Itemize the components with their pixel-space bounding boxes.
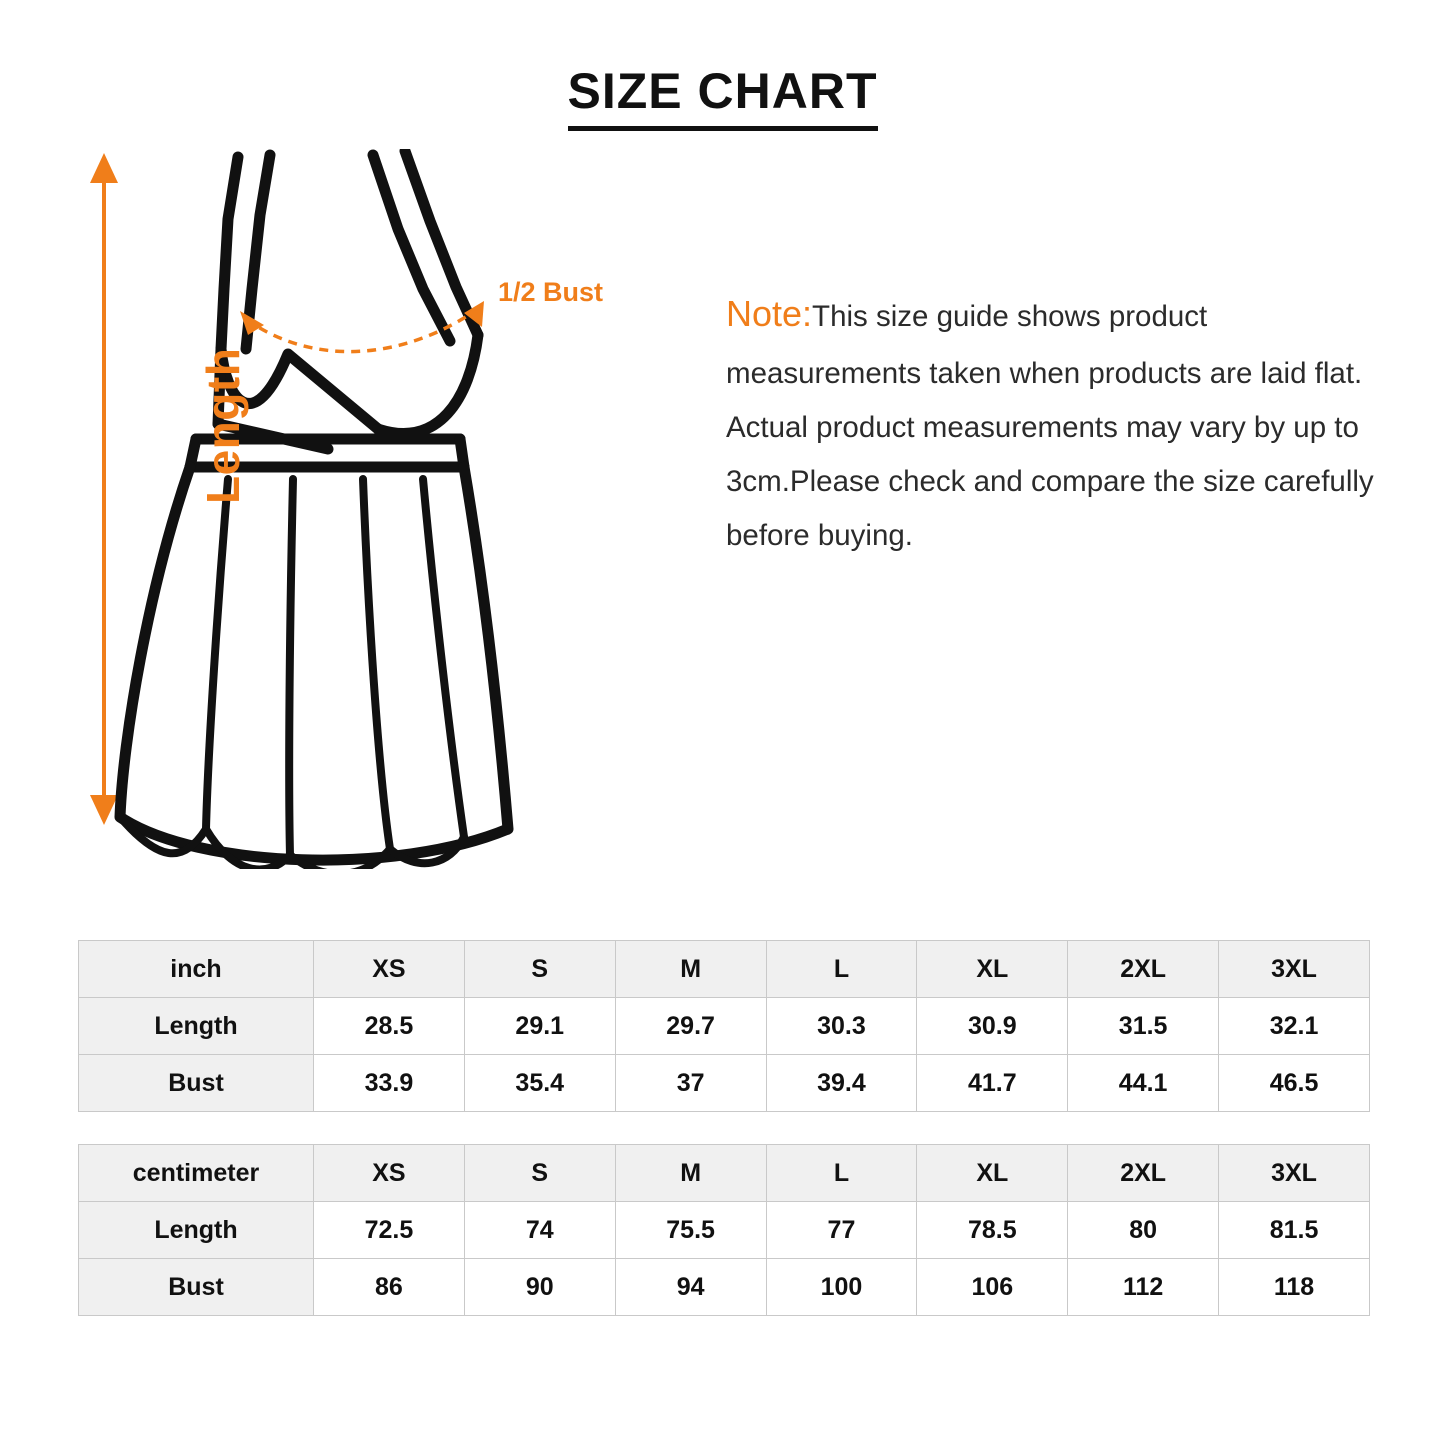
table-row (79, 1259, 1370, 1316)
table-row (79, 998, 1370, 1055)
table-divider (78, 1112, 1370, 1144)
size-header-2xl: 2XL (1068, 941, 1219, 998)
cell-length-cm-3xl: 81.5 (1219, 1202, 1370, 1259)
cell-bust-cm-s: 90 (464, 1259, 615, 1316)
size-header-cm-3xl: 3XL (1219, 1145, 1370, 1202)
row-label-bust-inch: Bust (79, 1055, 314, 1112)
cell-length-cm-m: 75.5 (615, 1202, 766, 1259)
cell-length-inch-xl: 30.9 (917, 998, 1068, 1055)
table-row (79, 1202, 1370, 1259)
cell-length-inch-m: 29.7 (615, 998, 766, 1055)
note-keyword: Note: (726, 293, 813, 334)
cell-bust-inch-s: 35.4 (464, 1055, 615, 1112)
illustration-and-note-section (0, 131, 1445, 891)
size-tables (78, 940, 1370, 1316)
table-row (79, 1145, 1370, 1202)
page-title: SIZE CHART (568, 62, 878, 131)
size-header-xs: XS (314, 941, 465, 998)
cell-bust-cm-3xl: 118 (1219, 1259, 1370, 1316)
size-header-m: M (615, 941, 766, 998)
cell-length-cm-xl: 78.5 (917, 1202, 1068, 1259)
size-table-centimeter (78, 1144, 1370, 1316)
length-axis-label: Length (197, 347, 249, 504)
cell-length-inch-l: 30.3 (766, 998, 917, 1055)
cell-bust-cm-xs: 86 (314, 1259, 465, 1316)
cell-bust-cm-m: 94 (615, 1259, 766, 1316)
length-arrow (90, 153, 118, 825)
table-row (79, 941, 1370, 998)
cell-length-inch-2xl: 31.5 (1068, 998, 1219, 1055)
cell-length-inch-xs: 28.5 (314, 998, 465, 1055)
size-header-3xl: 3XL (1219, 941, 1370, 998)
note-block (726, 281, 1391, 563)
cell-length-inch-s: 29.1 (464, 998, 615, 1055)
dress-outline (120, 151, 508, 869)
size-header-s: S (464, 941, 615, 998)
size-header-cm-xl: XL (917, 1145, 1068, 1202)
cell-length-cm-2xl: 80 (1068, 1202, 1219, 1259)
cell-length-cm-s: 74 (464, 1202, 615, 1259)
cell-bust-inch-2xl: 44.1 (1068, 1055, 1219, 1112)
cell-bust-cm-2xl: 112 (1068, 1259, 1219, 1316)
size-header-l: L (766, 941, 917, 998)
cell-length-cm-xs: 72.5 (314, 1202, 465, 1259)
size-header-cm-m: M (615, 1145, 766, 1202)
size-table-inch (78, 940, 1370, 1112)
unit-label-centimeter: centimeter (79, 1145, 314, 1202)
cell-bust-inch-m: 37 (615, 1055, 766, 1112)
size-header-cm-l: L (766, 1145, 917, 1202)
cell-bust-cm-xl: 106 (917, 1259, 1068, 1316)
page-title-container (0, 0, 1445, 131)
cell-bust-inch-xl: 41.7 (917, 1055, 1068, 1112)
dress-diagram-svg (78, 149, 688, 869)
dress-illustration (78, 149, 688, 869)
row-label-length-inch: Length (79, 998, 314, 1055)
size-header-cm-s: S (464, 1145, 615, 1202)
cell-bust-inch-3xl: 46.5 (1219, 1055, 1370, 1112)
size-header-xl: XL (917, 941, 1068, 998)
row-label-length-cm: Length (79, 1202, 314, 1259)
note-text: This size guide shows product measurements taken when products are laid flat. Actual product measurements may vary by up to 3cm.Please check and compare the size carefully before buying. (726, 300, 1374, 552)
bust-measure-label: 1/2 Bust (498, 277, 604, 307)
size-header-cm-xs: XS (314, 1145, 465, 1202)
unit-label-inch: inch (79, 941, 314, 998)
cell-length-inch-3xl: 32.1 (1219, 998, 1370, 1055)
table-row (79, 1055, 1370, 1112)
cell-bust-inch-l: 39.4 (766, 1055, 917, 1112)
cell-length-cm-l: 77 (766, 1202, 917, 1259)
row-label-bust-cm: Bust (79, 1259, 314, 1316)
cell-bust-cm-l: 100 (766, 1259, 917, 1316)
size-header-cm-2xl: 2XL (1068, 1145, 1219, 1202)
cell-bust-inch-xs: 33.9 (314, 1055, 465, 1112)
